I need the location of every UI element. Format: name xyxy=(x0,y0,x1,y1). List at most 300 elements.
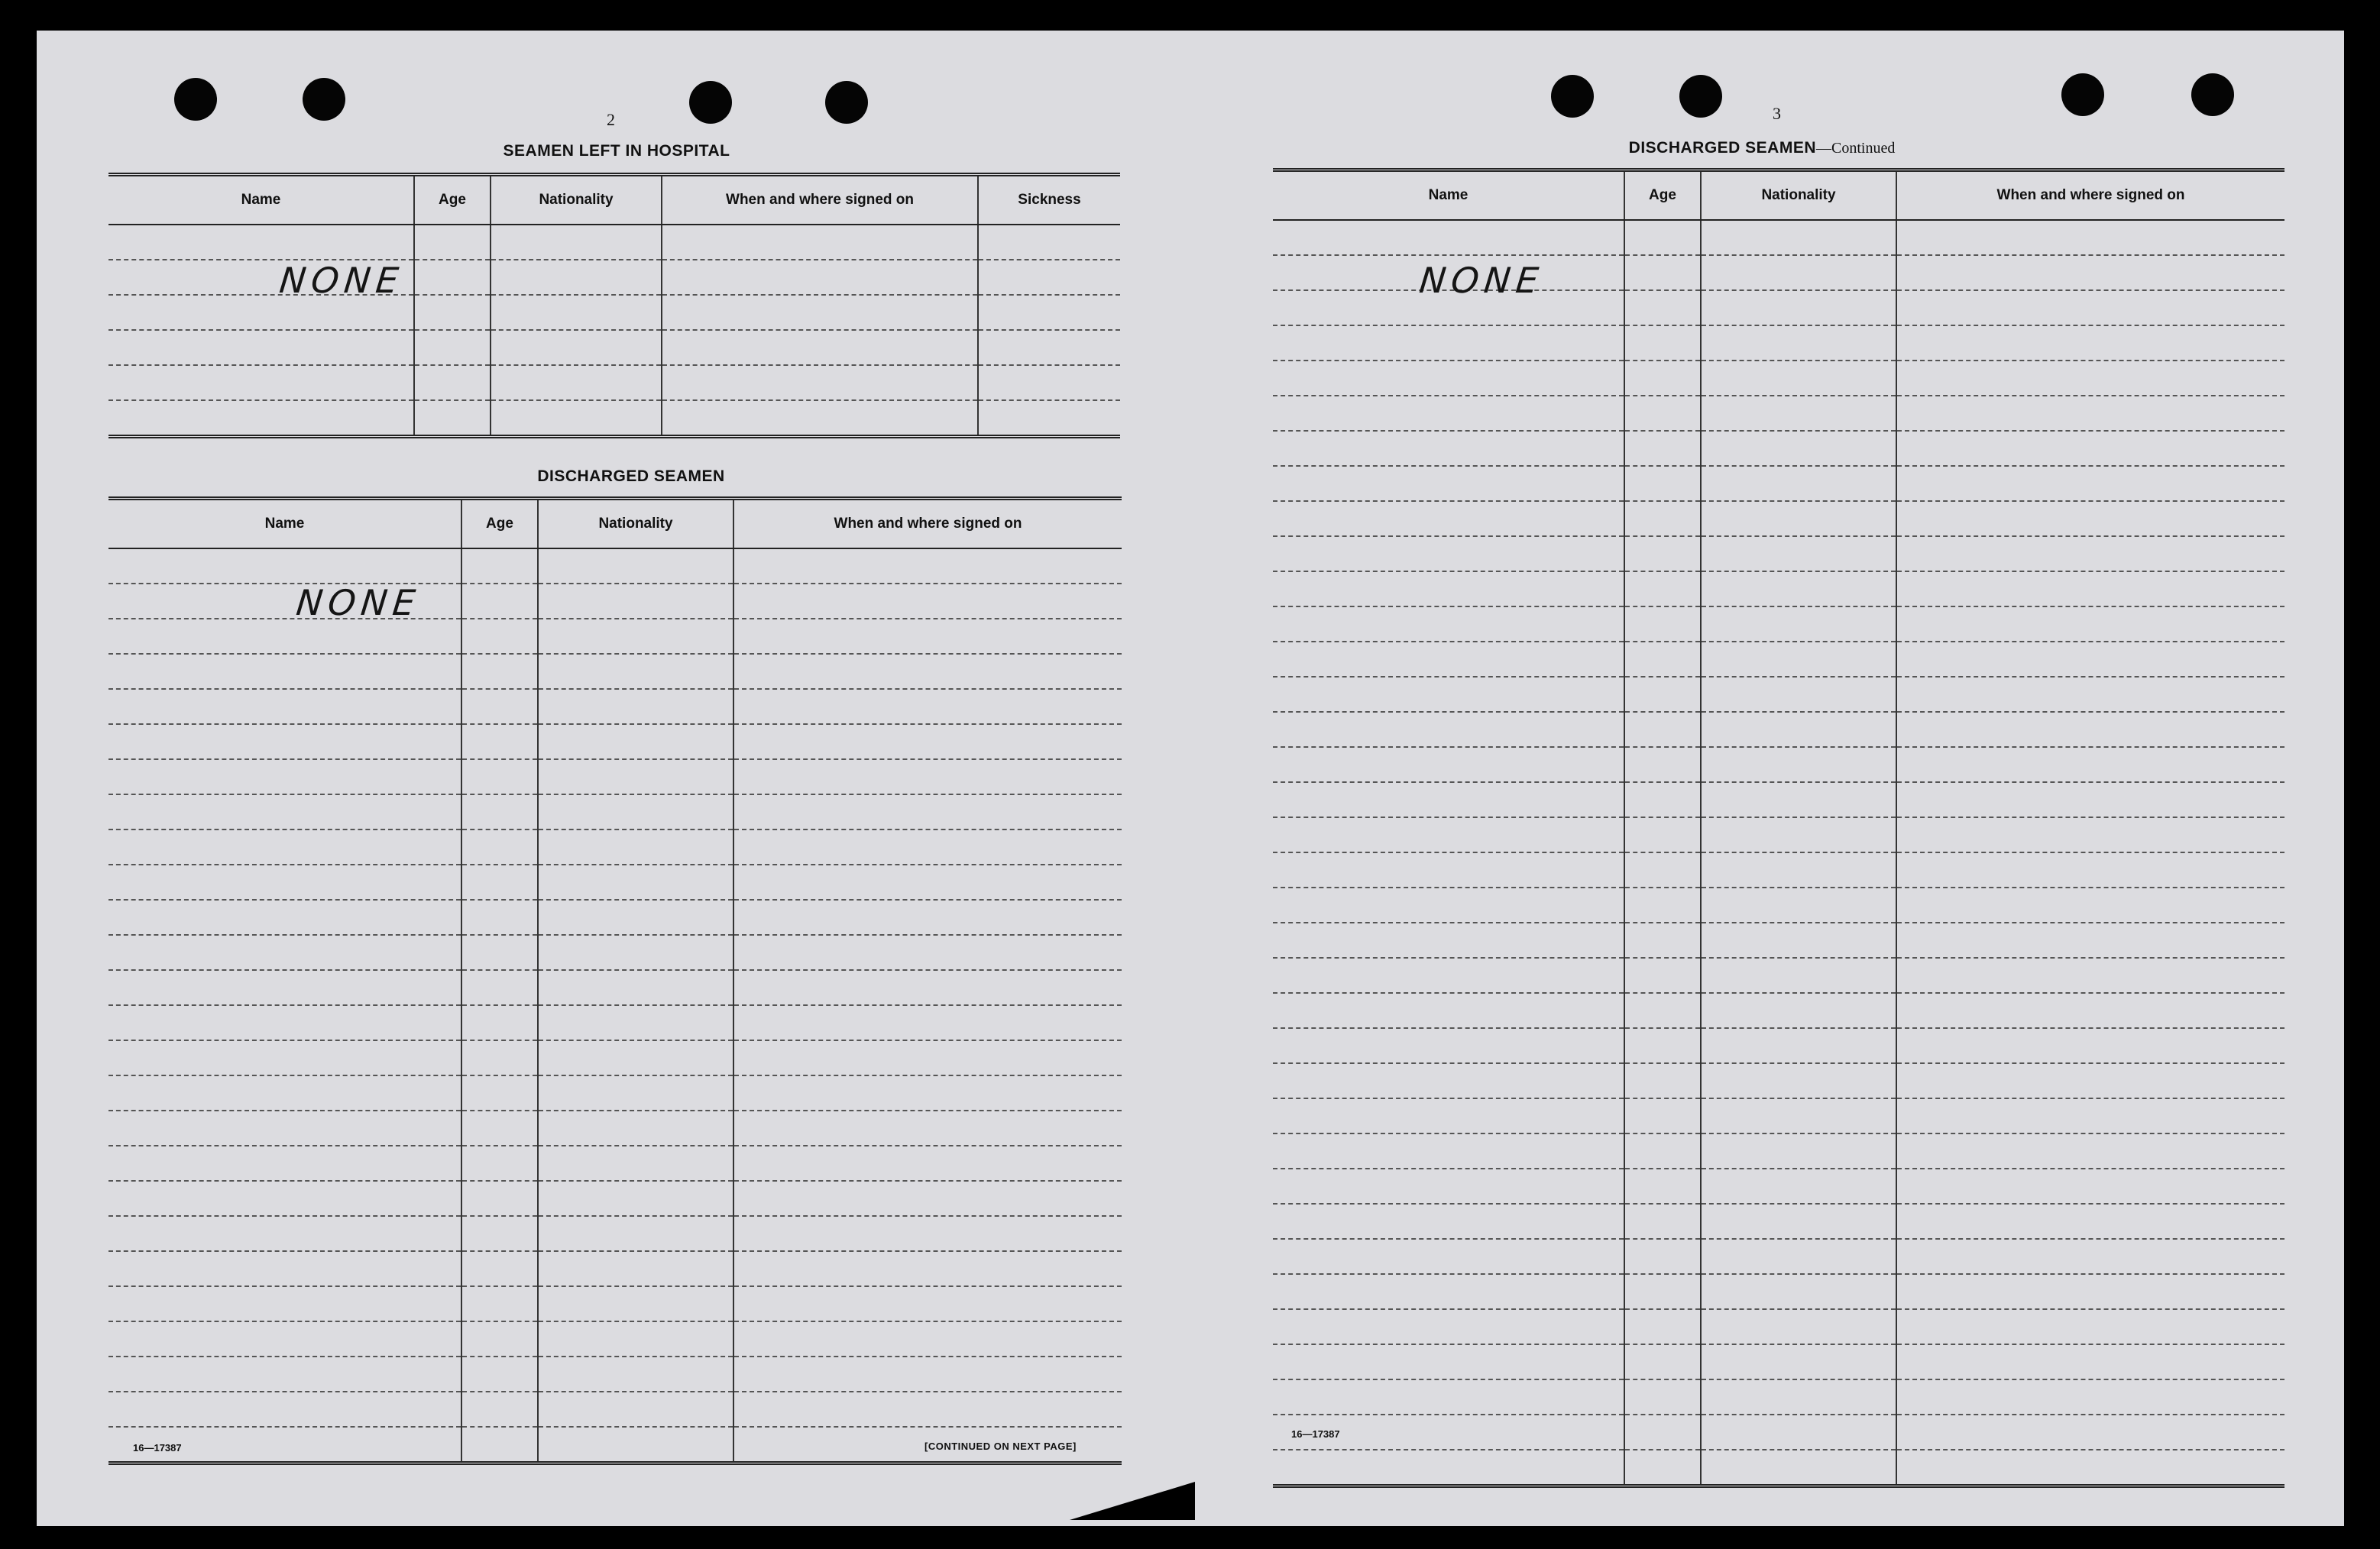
table-cell xyxy=(733,1040,1122,1075)
table-cell xyxy=(108,1251,461,1286)
table-cell xyxy=(1701,1274,1896,1309)
table-row xyxy=(1273,1239,2284,1274)
table-cell xyxy=(1273,466,1624,501)
table-cell xyxy=(1896,958,2284,993)
table-row xyxy=(108,1251,1122,1286)
table-cell xyxy=(1273,396,1624,431)
table-row xyxy=(108,584,1122,619)
table-cell xyxy=(1701,1133,1896,1169)
table-row xyxy=(108,1111,1122,1146)
table-cell xyxy=(461,1251,538,1286)
table-cell xyxy=(1624,501,1701,536)
table-cell xyxy=(108,759,461,794)
table-cell xyxy=(461,1427,538,1463)
table-row xyxy=(108,759,1122,794)
table-cell xyxy=(538,829,733,865)
table-row xyxy=(1273,1204,2284,1239)
table-cell xyxy=(538,794,733,829)
table-cell xyxy=(1273,325,1624,361)
discharged-continued-table xyxy=(1273,168,2284,1488)
table-cell xyxy=(1273,1309,1624,1344)
column-header: When and where signed on xyxy=(662,175,978,225)
header-row xyxy=(108,499,1122,549)
table-cell xyxy=(538,970,733,1005)
table-cell xyxy=(1896,466,2284,501)
table-cell xyxy=(1624,466,1701,501)
table-cell xyxy=(461,1357,538,1392)
table-row xyxy=(1273,361,2284,396)
table-cell xyxy=(1624,396,1701,431)
table-cell xyxy=(538,1321,733,1357)
table-cell xyxy=(1896,923,2284,958)
table-cell xyxy=(1896,1274,2284,1309)
table-cell xyxy=(733,1216,1122,1251)
table-cell xyxy=(733,794,1122,829)
table-cell xyxy=(538,1075,733,1111)
table-cell xyxy=(1896,677,2284,712)
column-header: Name xyxy=(108,499,461,549)
table-cell xyxy=(733,1075,1122,1111)
table-cell xyxy=(1701,1309,1896,1344)
table-cell xyxy=(108,689,461,724)
table-cell xyxy=(1896,1344,2284,1379)
table-cell xyxy=(1896,712,2284,747)
table-cell xyxy=(1701,220,1896,255)
table-cell xyxy=(1701,466,1896,501)
table-cell xyxy=(1273,993,1624,1028)
table-cell xyxy=(538,1005,733,1040)
table-cell xyxy=(1896,1204,2284,1239)
table-cell xyxy=(538,935,733,970)
table-cell xyxy=(1896,747,2284,782)
table-row xyxy=(1273,606,2284,642)
table-cell xyxy=(491,365,662,400)
table-row xyxy=(108,865,1122,900)
punch-hole xyxy=(2061,73,2104,116)
discharged-table xyxy=(108,496,1122,1465)
table-cell xyxy=(1896,993,2284,1028)
table-cell xyxy=(461,1286,538,1321)
table-cell xyxy=(1624,255,1701,290)
column-header: Name xyxy=(108,175,414,225)
table-cell xyxy=(1701,361,1896,396)
table-cell xyxy=(1701,852,1896,888)
table-cell xyxy=(1273,782,1624,817)
table-cell xyxy=(662,365,978,400)
table-row xyxy=(1273,1133,2284,1169)
table-cell xyxy=(733,584,1122,619)
table-cell xyxy=(1273,1204,1624,1239)
table-cell xyxy=(1273,1379,1624,1415)
table-cell xyxy=(1896,501,2284,536)
table-cell xyxy=(1701,782,1896,817)
table-cell xyxy=(1273,642,1624,677)
table-row xyxy=(108,794,1122,829)
table-cell xyxy=(461,1075,538,1111)
page-tear xyxy=(1070,1482,1195,1520)
right-page xyxy=(1189,31,2344,1526)
table-cell xyxy=(108,1357,461,1392)
column-header: Nationality xyxy=(538,499,733,549)
table-cell xyxy=(978,400,1120,437)
table-cell xyxy=(1624,888,1701,923)
continued-note: [CONTINUED ON NEXT PAGE] xyxy=(924,1441,1077,1452)
table-cell xyxy=(1273,431,1624,466)
column-header: Name xyxy=(1273,170,1624,221)
page-number: 2 xyxy=(607,110,615,129)
table-row xyxy=(108,1392,1122,1427)
table-cell xyxy=(733,865,1122,900)
table-cell xyxy=(1896,782,2284,817)
table-cell xyxy=(733,548,1122,584)
table-cell xyxy=(461,1321,538,1357)
table-cell xyxy=(108,1075,461,1111)
punch-hole xyxy=(825,81,868,124)
table-row xyxy=(108,365,1120,400)
table-cell xyxy=(1273,536,1624,571)
table-cell xyxy=(1273,571,1624,606)
form-number: 16—17387 xyxy=(1291,1428,1340,1440)
table-cell xyxy=(538,1286,733,1321)
table-cell xyxy=(1273,1274,1624,1309)
table-cell xyxy=(1896,220,2284,255)
table-cell xyxy=(1624,571,1701,606)
table-row xyxy=(1273,958,2284,993)
table-cell xyxy=(108,225,414,260)
table-cell xyxy=(1896,325,2284,361)
table-cell xyxy=(1701,536,1896,571)
table-cell xyxy=(1701,1028,1896,1063)
table-cell xyxy=(978,225,1120,260)
table-row xyxy=(108,900,1122,935)
table-cell xyxy=(1624,1379,1701,1415)
table-row xyxy=(1273,396,2284,431)
table-cell xyxy=(1701,747,1896,782)
table-cell xyxy=(1896,1415,2284,1450)
table-cell xyxy=(538,1357,733,1392)
table-cell xyxy=(662,330,978,365)
table-cell xyxy=(1701,325,1896,361)
table-row xyxy=(108,1357,1122,1392)
table-cell xyxy=(108,619,461,654)
table-cell xyxy=(461,900,538,935)
table-cell xyxy=(1896,1450,2284,1486)
table-cell xyxy=(108,1005,461,1040)
punch-hole xyxy=(1551,75,1594,118)
table-cell xyxy=(1701,571,1896,606)
table-row xyxy=(108,548,1122,584)
table-cell xyxy=(1896,290,2284,325)
table-cell xyxy=(1701,817,1896,852)
table-cell xyxy=(108,900,461,935)
table-cell xyxy=(1624,1028,1701,1063)
table-row xyxy=(1273,325,2284,361)
table-cell xyxy=(461,935,538,970)
table-cell xyxy=(1896,1098,2284,1133)
table-cell xyxy=(1624,1063,1701,1098)
table-cell xyxy=(1896,396,2284,431)
table-row xyxy=(108,400,1120,437)
table-cell xyxy=(1896,852,2284,888)
table-cell xyxy=(108,400,414,437)
table-cell xyxy=(1624,1274,1701,1309)
table-cell xyxy=(108,654,461,689)
page-number: 3 xyxy=(1773,104,1781,123)
table-cell xyxy=(461,1005,538,1040)
table-cell xyxy=(733,1005,1122,1040)
table-cell xyxy=(1624,1204,1701,1239)
table-cell xyxy=(733,654,1122,689)
table-cell xyxy=(733,689,1122,724)
table-cell xyxy=(733,829,1122,865)
table-cell xyxy=(108,330,414,365)
table-cell xyxy=(1624,1309,1701,1344)
table-cell xyxy=(1896,606,2284,642)
table-row xyxy=(108,260,1120,295)
table-row xyxy=(1273,1379,2284,1415)
punch-hole xyxy=(2191,73,2234,116)
handwritten-none: NONE xyxy=(1417,260,1546,301)
table-cell xyxy=(1273,361,1624,396)
table-cell xyxy=(1701,1415,1896,1450)
table-cell xyxy=(461,1111,538,1146)
table-row xyxy=(1273,571,2284,606)
table-cell xyxy=(1273,747,1624,782)
table-cell xyxy=(108,1146,461,1181)
table-cell xyxy=(414,365,491,400)
table-cell xyxy=(1896,888,2284,923)
table-cell xyxy=(1701,993,1896,1028)
table-row xyxy=(1273,677,2284,712)
table-cell xyxy=(1273,1098,1624,1133)
punch-hole xyxy=(174,78,217,121)
column-header: Nationality xyxy=(1701,170,1896,221)
table-cell xyxy=(733,970,1122,1005)
table-cell xyxy=(108,1286,461,1321)
table-cell xyxy=(1896,1309,2284,1344)
table-cell xyxy=(1273,1063,1624,1098)
table-cell xyxy=(1273,712,1624,747)
table-cell xyxy=(1896,255,2284,290)
table-cell xyxy=(1701,1204,1896,1239)
table-cell xyxy=(461,724,538,759)
column-header: Age xyxy=(461,499,538,549)
table-cell xyxy=(978,260,1120,295)
table-cell xyxy=(733,1286,1122,1321)
table-cell xyxy=(662,260,978,295)
table-cell xyxy=(1701,396,1896,431)
table-cell xyxy=(733,1392,1122,1427)
table-row xyxy=(108,724,1122,759)
table-cell xyxy=(1624,431,1701,466)
table-cell xyxy=(461,1146,538,1181)
table-cell xyxy=(461,794,538,829)
table-row xyxy=(108,935,1122,970)
handwritten-none: NONE xyxy=(277,260,406,301)
table-row xyxy=(1273,747,2284,782)
table-cell xyxy=(1273,1169,1624,1204)
table-cell xyxy=(1273,677,1624,712)
table-cell xyxy=(733,759,1122,794)
table-cell xyxy=(1273,1028,1624,1063)
table-cell xyxy=(662,295,978,330)
table-cell xyxy=(538,1392,733,1427)
table-cell xyxy=(1624,1239,1701,1274)
column-header: Sickness xyxy=(978,175,1120,225)
table-cell xyxy=(1624,782,1701,817)
table-cell xyxy=(1624,642,1701,677)
table-cell xyxy=(1624,817,1701,852)
table-cell xyxy=(1701,642,1896,677)
table-cell xyxy=(461,1392,538,1427)
table-cell xyxy=(1273,1133,1624,1169)
table-row xyxy=(108,829,1122,865)
table-cell xyxy=(461,1181,538,1216)
table-cell xyxy=(1624,606,1701,642)
table-cell xyxy=(108,794,461,829)
table-row xyxy=(1273,1098,2284,1133)
punch-hole xyxy=(1679,75,1722,118)
table-cell xyxy=(414,295,491,330)
table-cell xyxy=(1624,1133,1701,1169)
table-cell xyxy=(461,970,538,1005)
table-cell xyxy=(733,619,1122,654)
table-cell xyxy=(108,548,461,584)
table-cell xyxy=(733,1181,1122,1216)
title-main: DISCHARGED SEAMEN xyxy=(1628,139,1817,157)
table-row xyxy=(1273,501,2284,536)
table-cell xyxy=(662,225,978,260)
table-row xyxy=(108,1075,1122,1111)
table-row xyxy=(1273,1063,2284,1098)
form-number: 16—17387 xyxy=(133,1442,182,1454)
table-cell xyxy=(1624,712,1701,747)
table-row xyxy=(108,225,1120,260)
table-cell xyxy=(1896,1028,2284,1063)
table-cell xyxy=(1624,958,1701,993)
column-header: Age xyxy=(1624,170,1701,221)
table-cell xyxy=(733,724,1122,759)
punch-hole xyxy=(689,81,732,124)
table-row xyxy=(1273,220,2284,255)
table-cell xyxy=(461,689,538,724)
table-row xyxy=(1273,852,2284,888)
table-cell xyxy=(108,1040,461,1075)
table-cell xyxy=(1273,606,1624,642)
table-cell xyxy=(538,689,733,724)
table-row xyxy=(1273,466,2284,501)
table-cell xyxy=(491,225,662,260)
left-page xyxy=(37,31,1195,1526)
table-cell xyxy=(461,584,538,619)
table-cell xyxy=(1701,712,1896,747)
discharged-section-title: DISCHARGED SEAMEN xyxy=(537,467,725,485)
table-row xyxy=(1273,642,2284,677)
table-cell xyxy=(1273,1239,1624,1274)
table-cell xyxy=(461,1216,538,1251)
table-cell xyxy=(1701,1098,1896,1133)
table-cell xyxy=(1273,888,1624,923)
table-row xyxy=(108,689,1122,724)
table-cell xyxy=(414,225,491,260)
table-cell xyxy=(1896,1379,2284,1415)
table-row xyxy=(1273,712,2284,747)
table-cell xyxy=(1624,852,1701,888)
table-row xyxy=(108,1321,1122,1357)
punch-hole xyxy=(303,78,345,121)
table-cell xyxy=(108,1321,461,1357)
table-row xyxy=(1273,1028,2284,1063)
table-cell xyxy=(1896,817,2284,852)
table-cell xyxy=(108,865,461,900)
table-cell xyxy=(461,1040,538,1075)
table-cell xyxy=(108,724,461,759)
table-cell xyxy=(1896,431,2284,466)
table-cell xyxy=(1624,1344,1701,1379)
table-row xyxy=(1273,431,2284,466)
table-cell xyxy=(1273,817,1624,852)
table-cell xyxy=(1896,1133,2284,1169)
column-header: Age xyxy=(414,175,491,225)
table-cell xyxy=(1701,290,1896,325)
table-row xyxy=(108,970,1122,1005)
table-cell xyxy=(491,330,662,365)
table-row xyxy=(108,619,1122,654)
table-cell xyxy=(538,1427,733,1463)
table-row xyxy=(1273,993,2284,1028)
table-cell xyxy=(414,260,491,295)
table-cell xyxy=(461,865,538,900)
table-cell xyxy=(1273,852,1624,888)
table-row xyxy=(1273,1274,2284,1309)
table-row xyxy=(108,295,1120,330)
table-cell xyxy=(978,365,1120,400)
table-row xyxy=(108,1040,1122,1075)
table-cell xyxy=(1896,361,2284,396)
header-row xyxy=(1273,170,2284,221)
table-cell xyxy=(491,260,662,295)
table-cell xyxy=(538,865,733,900)
table-cell xyxy=(1701,431,1896,466)
table-cell xyxy=(1701,677,1896,712)
handwritten-none: NONE xyxy=(294,582,423,623)
table-cell xyxy=(733,1321,1122,1357)
table-cell xyxy=(108,935,461,970)
table-cell xyxy=(538,759,733,794)
table-cell xyxy=(1273,501,1624,536)
table-cell xyxy=(1701,923,1896,958)
table-cell xyxy=(733,1251,1122,1286)
table-cell xyxy=(1701,888,1896,923)
discharged-continued-title xyxy=(1629,139,1896,157)
table-cell xyxy=(108,1181,461,1216)
table-cell xyxy=(538,619,733,654)
table-cell xyxy=(538,1146,733,1181)
table-cell xyxy=(733,935,1122,970)
table-cell xyxy=(1896,1239,2284,1274)
table-cell xyxy=(1701,1379,1896,1415)
table-cell xyxy=(491,400,662,437)
table-cell xyxy=(1624,1098,1701,1133)
table-row xyxy=(108,1146,1122,1181)
table-cell xyxy=(1624,677,1701,712)
table-cell xyxy=(1624,325,1701,361)
table-cell xyxy=(1624,361,1701,396)
table-cell xyxy=(108,365,414,400)
table-cell xyxy=(1701,958,1896,993)
table-cell xyxy=(1701,1450,1896,1486)
table-row xyxy=(1273,1450,2284,1486)
